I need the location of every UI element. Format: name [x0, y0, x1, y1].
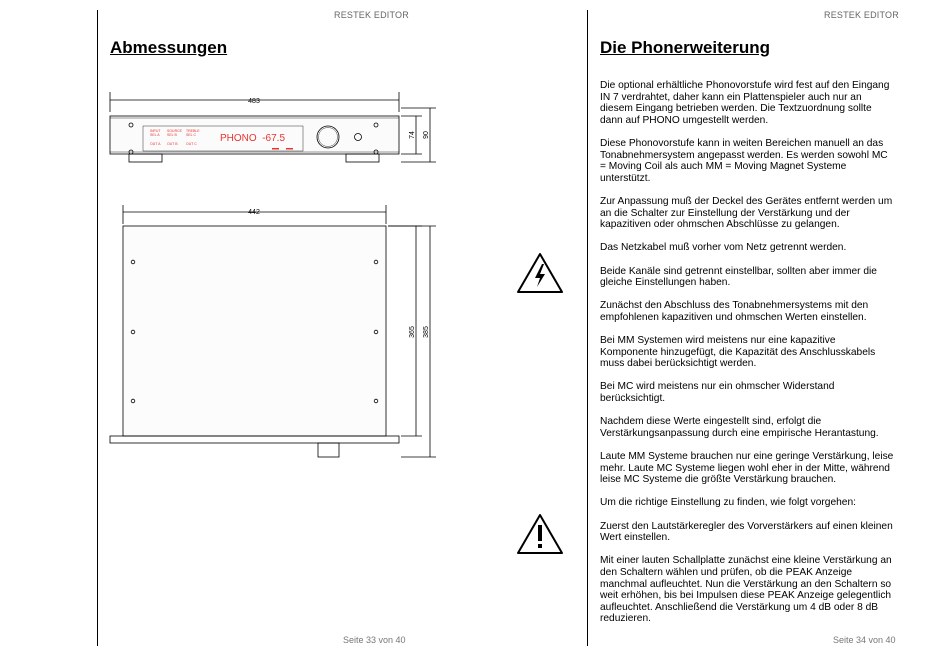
front-width-label: 483 — [248, 98, 260, 105]
left-page-title: Abmessungen — [110, 38, 228, 57]
paragraph: Mit einer lauten Schallplatte zunächst eine kleine Verstärkung an den Schaltern wählen und prüfen, ob die PEAK Anzeige manchmal aufleuchtet. Nun die Verstärkung an den Schaltern so weit erhöhen, bis bei Impulsen diese PEAK Anzeige gelegentlich aufleuchtet. Anschließend die Verstärkung um 4 dB oder 8 dB reduzieren. — [600, 555, 892, 625]
front-view — [110, 92, 436, 162]
right-margin-rule — [587, 10, 588, 646]
right-footer: Seite 34 von 40 — [833, 635, 896, 645]
right-header: RESTEK EDITOR — [824, 10, 899, 20]
top-width-label: 442 — [248, 209, 260, 216]
paragraph: Diese Phonovorstufe kann in weiten Bereichen manuell an das Tonabnehmersystem angepasst werden. Es werden sowohl MC = Moving Coil als auch MM = Moving Magnet Systeme unterstützt. — [600, 137, 888, 184]
paragraph: Um die richtige Einstellung zu finden, wie folgt vorgehen: — [600, 497, 856, 509]
paragraph: Beide Kanäle sind getrennt einstellbar, sollten aber immer die gleiche Einstellungen haben. — [600, 265, 877, 289]
svg-text:OUT C: OUT C — [186, 142, 197, 146]
warning-exclamation-icon — [516, 513, 564, 555]
svg-text:SOURCE: SOURCE — [167, 129, 182, 133]
svg-text:SEL A: SEL A — [150, 133, 160, 137]
paragraph: Nachdem diese Werte eingestellt sind, erfolgt die Verstärkungsanpassung durch eine empirische Herantastung. — [600, 416, 879, 439]
dimension-drawing — [0, 0, 475, 470]
svg-text:SEL B: SEL B — [167, 133, 177, 137]
svg-text:TREBLE: TREBLE — [186, 129, 200, 133]
paragraph: Zuerst den Lautstärkeregler des Vorverstärkers auf einen kleinen Wert einstellen. — [600, 520, 893, 544]
paragraph: Bei MM Systemen wird meistens nur eine kapazitive Komponente hinzugefügt, die Kapazität des Anschlusskabels muss dabei berücksichtigt werden. — [600, 335, 876, 370]
electric-hazard-icon — [516, 252, 564, 294]
display-indicator-2 — [286, 148, 293, 150]
right-page-title: Die Phonerweiterung — [600, 38, 771, 57]
paragraph: Bei MC wird meistens nur ein ohmscher Widerstand berücksichtigt. — [600, 381, 835, 405]
top-depth-outer-label: 385 — [423, 326, 430, 338]
front-height-outer-label: 90 — [423, 131, 430, 139]
phono-body-text — [600, 80, 895, 637]
paragraph: Zunächst den Abschluss des Tonabnehmersystems mit den empfohlenen kapazitiven und ohmschen Werten einstellen. — [600, 300, 869, 323]
paragraph: Die optional erhältliche Phonovorstufe wird fest auf den Eingang IN 7 verdrahtet, daher kann ein Plattenspieler auch nur an diesem Eingang betrieben werden. Die Textzuordnung sollte dann auf PHONO umgestellt werden. — [600, 80, 890, 126]
svg-text:OUT A: OUT A — [150, 142, 161, 146]
left-header: RESTEK EDITOR — [334, 10, 409, 20]
paragraph: Laute MM Systeme brauchen nur eine geringe Verstärkung, leise mehr. Laute MC Systeme liegen wohl eher in der Mitte, während leise MC Systeme die größte Verstärkung brauchen. — [600, 451, 894, 486]
front-height-inner-label: 74 — [409, 131, 416, 139]
svg-text:OUT B: OUT B — [167, 142, 178, 146]
top-depth-inner-label: 365 — [409, 326, 416, 338]
left-footer: Seite 33 von 40 — [343, 635, 406, 645]
display-readout: PHONO -67.5 — [220, 133, 286, 144]
right-page — [475, 0, 950, 659]
paragraph: Das Netzkabel muß vorher vom Netz getrennt werden. — [600, 242, 847, 254]
svg-text:SEL C: SEL C — [186, 133, 196, 137]
paragraph: Zur Anpassung muß der Deckel des Gerätes entfernt werden um an die Schalter zur Einstellung der Verstärkung und der kapazitiven oder ohmschen Abschlüsse zu gelangen. — [600, 195, 893, 231]
svg-text:INPUT: INPUT — [150, 129, 161, 133]
display-indicator-1 — [272, 148, 279, 150]
top-view — [110, 205, 436, 457]
